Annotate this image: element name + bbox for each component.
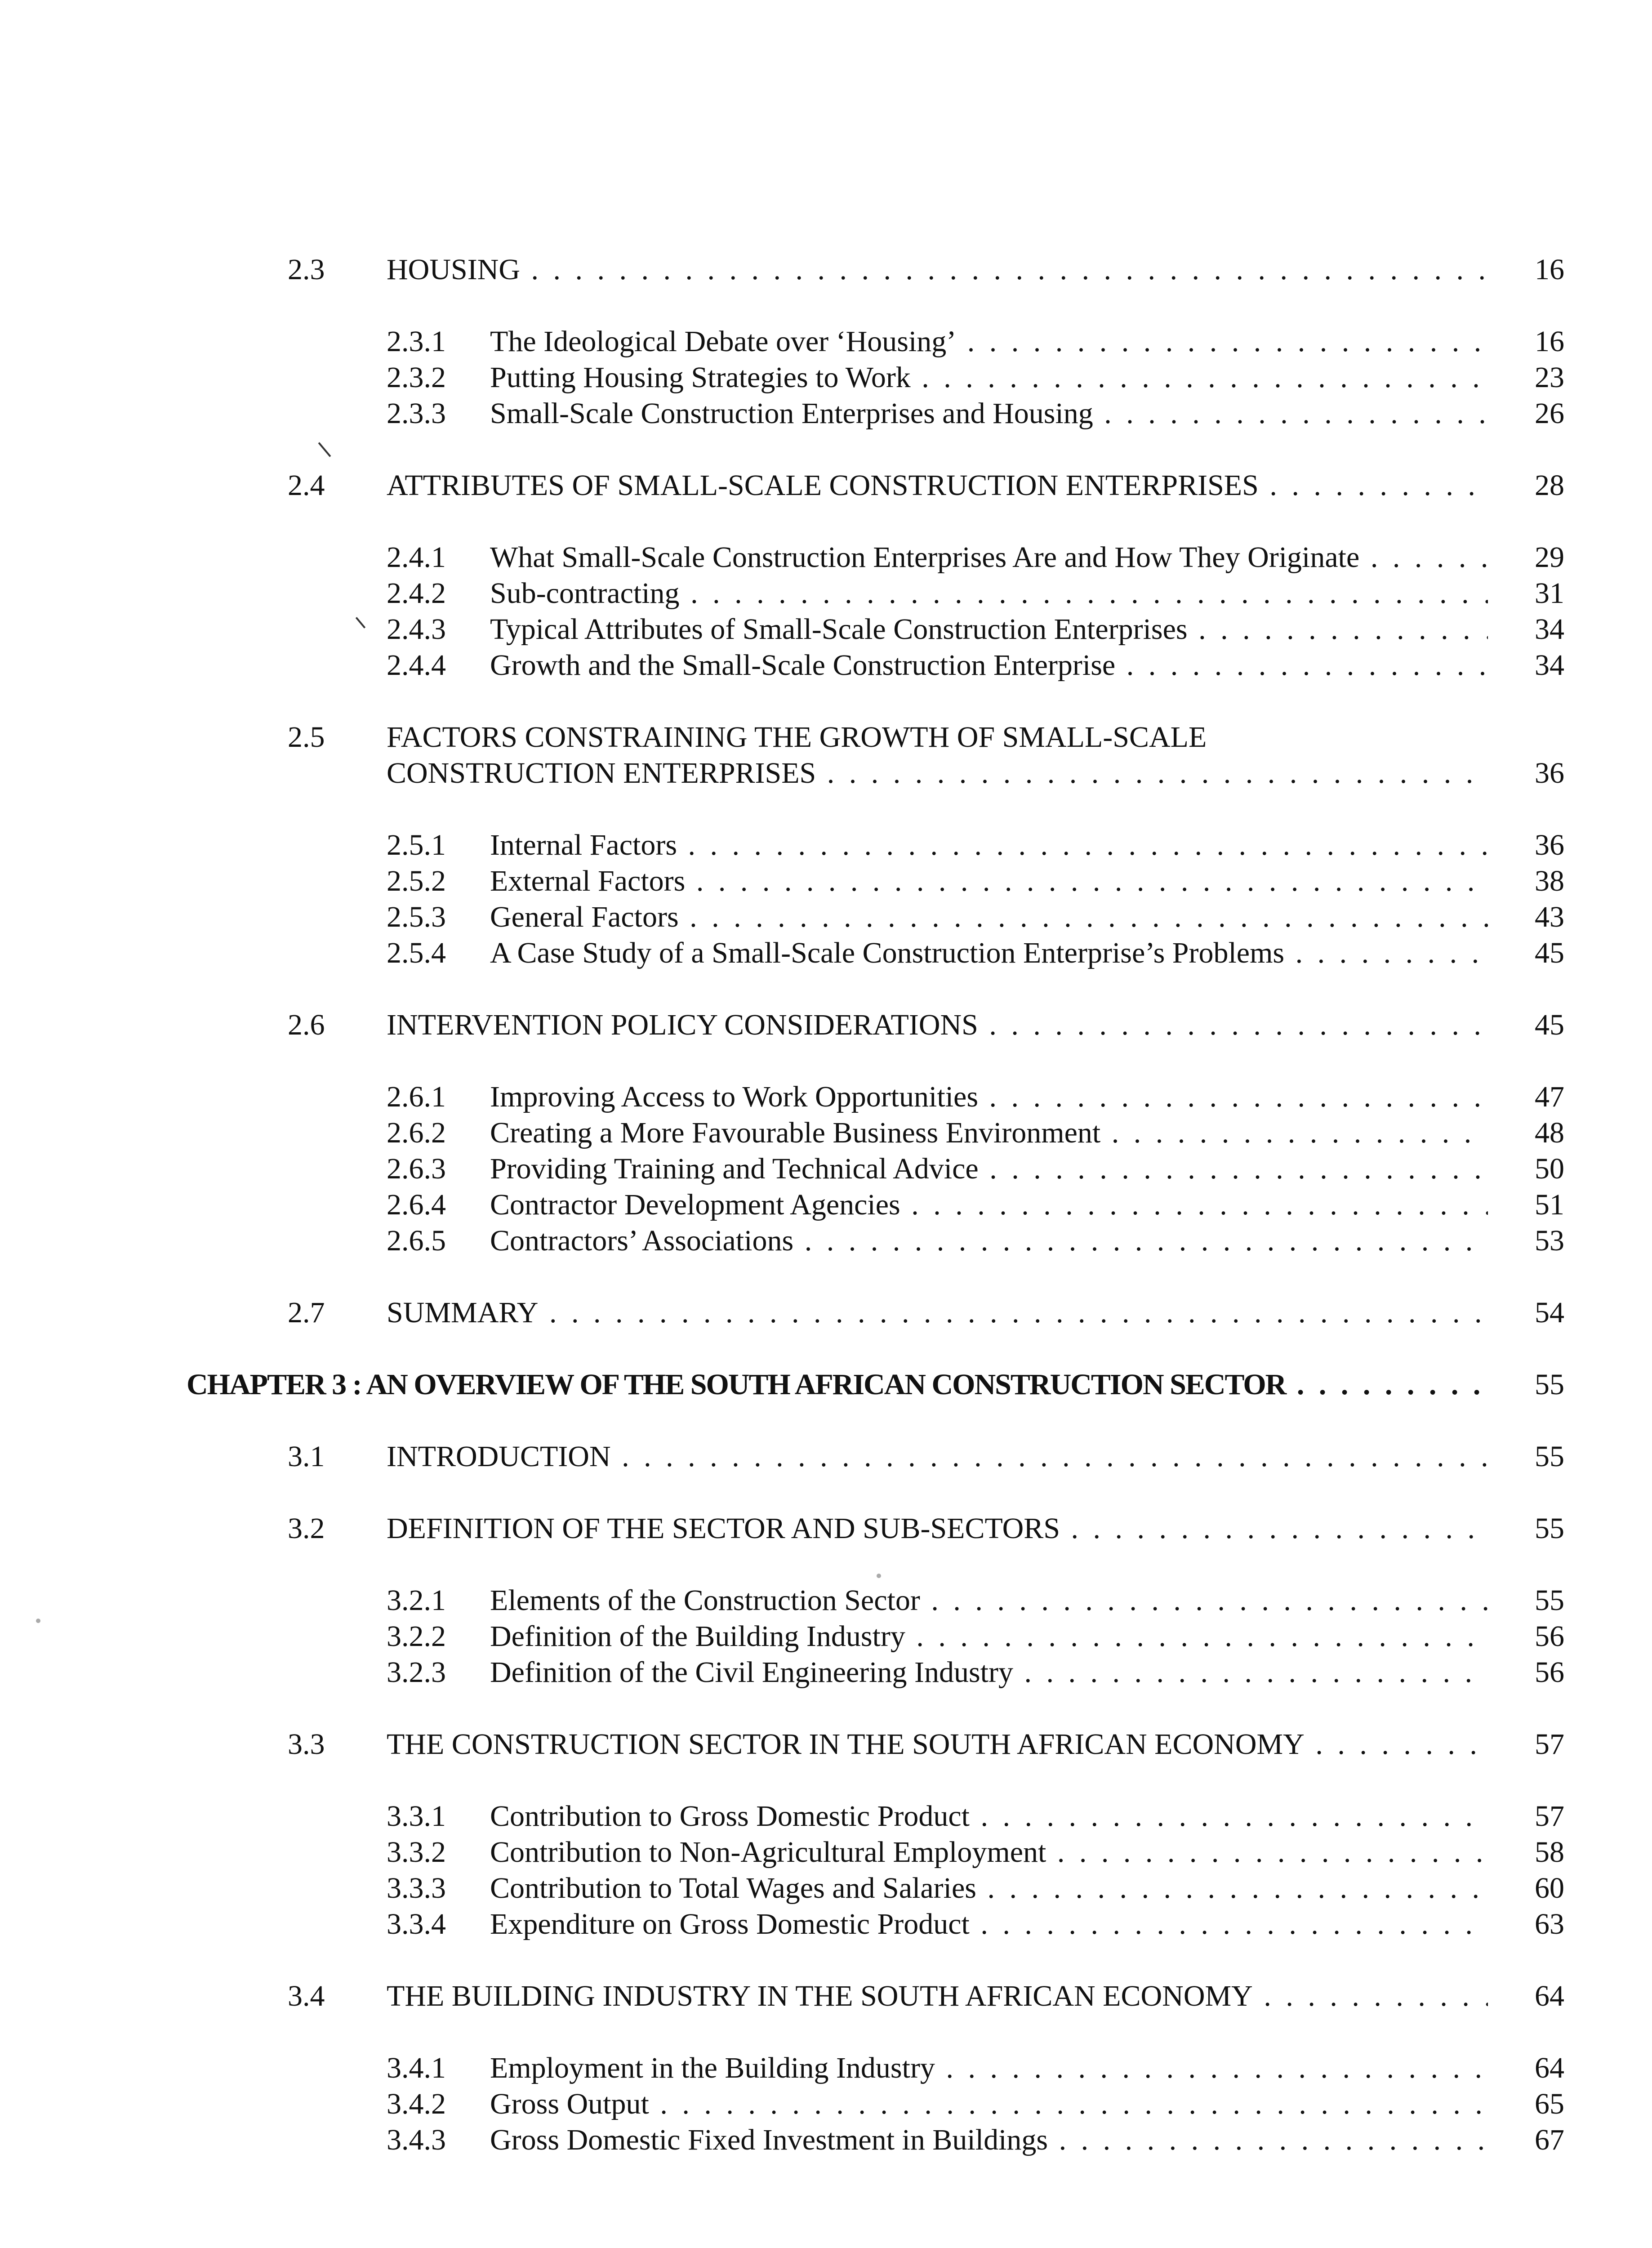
toc-page-number: 29 (1535, 541, 1564, 574)
toc-entry-title: Expenditure on Gross Domestic Product . . . (490, 1904, 1488, 1945)
toc-entry-title: HOUSING . . . (387, 250, 1488, 290)
toc-subsection-entry (387, 2048, 1564, 2088)
toc-subsection-entry (387, 897, 1564, 937)
toc-entry-number: 3.3 (288, 1728, 325, 1761)
toc-subsection-entry (387, 1832, 1564, 1873)
toc-section-entry (288, 465, 1564, 506)
toc-entry-title: Creating a More Favourable Business Environment . . . (490, 1113, 1488, 1153)
toc-entry-title: THE CONSTRUCTION SECTOR IN THE SOUTH AFRICAN ECONOMY . . . (387, 1724, 1488, 1765)
toc-entry-number: 3.3.1 (387, 1800, 446, 1833)
toc-entry-number: 3.3.4 (387, 1908, 446, 1940)
toc-subsection-entry (387, 1796, 1564, 1837)
toc-entry-title: Typical Attributes of Small-Scale Construction Enterprises . . . (490, 609, 1488, 650)
toc-entry-number: 2.3.1 (387, 325, 446, 358)
toc-entry-title: CONSTRUCTION ENTERPRISES . . . (387, 753, 1488, 794)
toc-section-entry (288, 1293, 1564, 1333)
toc-page-number: 43 (1535, 901, 1564, 933)
toc-entry-number: 2.6.4 (387, 1188, 446, 1221)
toc-entry-title: FACTORS CONSTRAINING THE GROWTH OF SMALL-SCALE (387, 721, 1207, 754)
toc-page-number: 64 (1535, 2052, 1564, 2084)
toc-page-number: 57 (1535, 1800, 1564, 1833)
toc-entry-number: 3.4.1 (387, 2052, 446, 2084)
toc-page-number: 34 (1535, 613, 1564, 646)
toc-entry-number: 2.4.2 (387, 577, 446, 610)
toc-subsection-entry (387, 825, 1564, 865)
toc-page-number: 31 (1535, 577, 1564, 610)
toc-entry-title: Definition of the Civil Engineering Industry . . . (490, 1652, 1488, 1693)
toc-subsection-entry (387, 393, 1564, 434)
toc-page-number: 16 (1535, 253, 1564, 286)
toc-subsection-entry (387, 537, 1564, 578)
toc-entry-number: 2.7 (288, 1296, 325, 1329)
toc-entry-number: 2.4.1 (387, 541, 446, 574)
toc-entry-title: INTRODUCTION . . . (387, 1436, 1488, 1477)
toc-subsection-entry (387, 1077, 1564, 1117)
toc-entry-title: SUMMARY . . . (387, 1293, 1488, 1333)
toc-page-number: 60 (1535, 1872, 1564, 1905)
toc-entry-number: 2.3 (288, 253, 325, 286)
scan-speck (877, 1574, 881, 1578)
toc-subsection-entry (387, 321, 1564, 362)
toc-page-number: 67 (1535, 2123, 1564, 2156)
toc-subsection-entry (387, 609, 1564, 650)
toc-subsection-entry (387, 1652, 1564, 1693)
toc-entry-title: DEFINITION OF THE SECTOR AND SUB-SECTORS . . . (387, 1508, 1488, 1549)
toc-page-number: 56 (1535, 1620, 1564, 1653)
toc-entry-title: Sub-contracting . . . (490, 573, 1488, 614)
toc-entry-title: Improving Access to Work Opportunities . . . (490, 1077, 1488, 1117)
toc-page-number: 50 (1535, 1152, 1564, 1185)
scan-speck (36, 1619, 40, 1623)
toc-page-number: 45 (1535, 937, 1564, 969)
toc-entry-number: 2.4.4 (387, 649, 446, 682)
toc-page-number: 57 (1535, 1728, 1564, 1761)
toc-page-number: 54 (1535, 1296, 1564, 1329)
toc-entry-number: 2.5.2 (387, 865, 446, 897)
toc-entry-number: 2.5.1 (387, 829, 446, 861)
toc-entry-title: Gross Domestic Fixed Investment in Buildings . . . (490, 2120, 1488, 2160)
toc-section-entry (288, 753, 1564, 794)
toc-entry-number: 2.3.3 (387, 397, 446, 430)
toc-entry-number: 3.1 (288, 1440, 325, 1473)
toc-entry-number: 2.4.3 (387, 613, 446, 646)
toc-entry-number: 3.2.1 (387, 1584, 446, 1617)
toc-entry-number: 2.4 (288, 469, 325, 502)
toc-entry-title: ATTRIBUTES OF SMALL-SCALE CONSTRUCTION ENTERPRISES . . . (387, 465, 1488, 506)
toc-entry-title: Contribution to Non-Agricultural Employment . . . (490, 1832, 1488, 1873)
toc-entry-number: 3.3.2 (387, 1836, 446, 1869)
toc-entry-title: Internal Factors . . . (490, 825, 1488, 865)
toc-page-number: 53 (1535, 1224, 1564, 1257)
toc-page-number: 63 (1535, 1908, 1564, 1940)
toc-subsection-entry (387, 357, 1564, 398)
toc-subsection-entry (387, 1185, 1564, 1225)
toc-chapter-heading (187, 1365, 1564, 1405)
toc-entry-title: CHAPTER 3 : AN OVERVIEW OF THE SOUTH AFRICAN CONSTRUCTION SECTOR . . . (187, 1365, 1488, 1405)
toc-entry-title: Growth and the Small-Scale Construction Enterprise . . . (490, 645, 1488, 686)
toc-entry-title: The Ideological Debate over ‘Housing’ . . . (490, 321, 1488, 362)
toc-subsection-entry (387, 1868, 1564, 1909)
toc-entry-title: THE BUILDING INDUSTRY IN THE SOUTH AFRICAN ECONOMY . . . (387, 1976, 1488, 2016)
toc-page-number: 16 (1535, 325, 1564, 358)
toc-entry-title: Providing Training and Technical Advice . . . (490, 1149, 1488, 1189)
toc-entry-title: Small-Scale Construction Enterprises and Housing . . . (490, 393, 1488, 434)
toc-page-number: 28 (1535, 469, 1564, 502)
toc-entry-title: Gross Output . . . (490, 2084, 1488, 2124)
toc-entry-number: 3.2.2 (387, 1620, 446, 1653)
toc-entry-number: 2.6.2 (387, 1116, 446, 1149)
toc-page-number: 45 (1535, 1008, 1564, 1041)
toc-entry-number: 3.4.2 (387, 2087, 446, 2120)
toc-page-number: 55 (1535, 1512, 1564, 1545)
toc-section-entry (288, 250, 1564, 290)
toc-entry-title: Contribution to Total Wages and Salaries . . . (490, 1868, 1488, 1909)
toc-subsection-entry (387, 1580, 1564, 1621)
toc-section-entry (288, 1436, 1564, 1477)
toc-page-number: 51 (1535, 1188, 1564, 1221)
toc-entry-title: INTERVENTION POLICY CONSIDERATIONS . . . (387, 1005, 1488, 1045)
toc-page-number: 56 (1535, 1656, 1564, 1689)
toc-entry-title: Contractor Development Agencies . . . (490, 1185, 1488, 1225)
toc-entry-number: 3.4.3 (387, 2123, 446, 2156)
toc-page-number: 55 (1535, 1440, 1564, 1473)
toc-entry-number: 2.6.3 (387, 1152, 446, 1185)
toc-section-entry (288, 717, 1564, 758)
toc-section-entry (288, 1005, 1564, 1045)
toc-page-number: 64 (1535, 1980, 1564, 2012)
toc-page-number: 26 (1535, 397, 1564, 430)
toc-entry-title: What Small-Scale Construction Enterprises Are and How They Originate . . . (490, 537, 1488, 578)
toc-entry-number: 2.6.1 (387, 1080, 446, 1113)
toc-entry-number: 3.3.3 (387, 1872, 446, 1905)
toc-page-number: 55 (1535, 1584, 1564, 1617)
toc-subsection-entry (387, 2084, 1564, 2124)
toc-entry-title: A Case Study of a Small-Scale Construction Enterprise’s Problems . . . (490, 933, 1488, 973)
toc-entry-number: 3.4 (288, 1980, 325, 2012)
toc-page-number: 23 (1535, 361, 1564, 394)
scan-mark (318, 442, 331, 457)
toc-page-number: 48 (1535, 1116, 1564, 1149)
toc-page-number: 38 (1535, 865, 1564, 897)
toc-entry-number: 3.2.3 (387, 1656, 446, 1689)
toc-subsection-entry (387, 933, 1564, 973)
toc-subsection-entry (387, 1113, 1564, 1153)
toc-entry-number: 2.5.3 (387, 901, 446, 933)
toc-entry-number: 2.6.5 (387, 1224, 446, 1257)
toc-subsection-entry (387, 1221, 1564, 1261)
scan-mark (356, 617, 365, 629)
toc-entry-number: 2.3.2 (387, 361, 446, 394)
toc-page-number: 34 (1535, 649, 1564, 682)
toc-entry-number: 2.5.4 (387, 937, 446, 969)
toc-page-number: 55 (1535, 1368, 1564, 1401)
toc-subsection-entry (387, 573, 1564, 614)
toc-subsection-entry (387, 2120, 1564, 2160)
toc-entry-number: 3.2 (288, 1512, 325, 1545)
toc-entry-title: Employment in the Building Industry . . . (490, 2048, 1488, 2088)
toc-page-number: 65 (1535, 2087, 1564, 2120)
toc-entry-number: 2.5 (288, 721, 325, 754)
toc-subsection-entry (387, 1149, 1564, 1189)
toc-entry-title: General Factors . . . (490, 897, 1488, 937)
toc-subsection-entry (387, 1616, 1564, 1657)
toc-entry-title: Elements of the Construction Sector . . . (490, 1580, 1488, 1621)
toc-subsection-entry (387, 1904, 1564, 1945)
toc-page-number: 36 (1535, 757, 1564, 789)
toc-entry-title: Contribution to Gross Domestic Product . . . (490, 1796, 1488, 1837)
toc-page-number: 47 (1535, 1080, 1564, 1113)
toc-section-entry (288, 1976, 1564, 2016)
toc-section-entry (288, 1724, 1564, 1765)
toc-page-number: 36 (1535, 829, 1564, 861)
toc-section-entry (288, 1508, 1564, 1549)
toc-entry-title: Contractors’ Associations . . . (490, 1221, 1488, 1261)
toc-entry-title: Putting Housing Strategies to Work . . . (490, 357, 1488, 398)
toc-subsection-entry (387, 861, 1564, 901)
toc-entry-title: Definition of the Building Industry . . . (490, 1616, 1488, 1657)
toc-entry-title: External Factors . . . (490, 861, 1488, 901)
toc-entry-number: 2.6 (288, 1008, 325, 1041)
toc-page-number: 58 (1535, 1836, 1564, 1869)
toc-subsection-entry (387, 645, 1564, 686)
